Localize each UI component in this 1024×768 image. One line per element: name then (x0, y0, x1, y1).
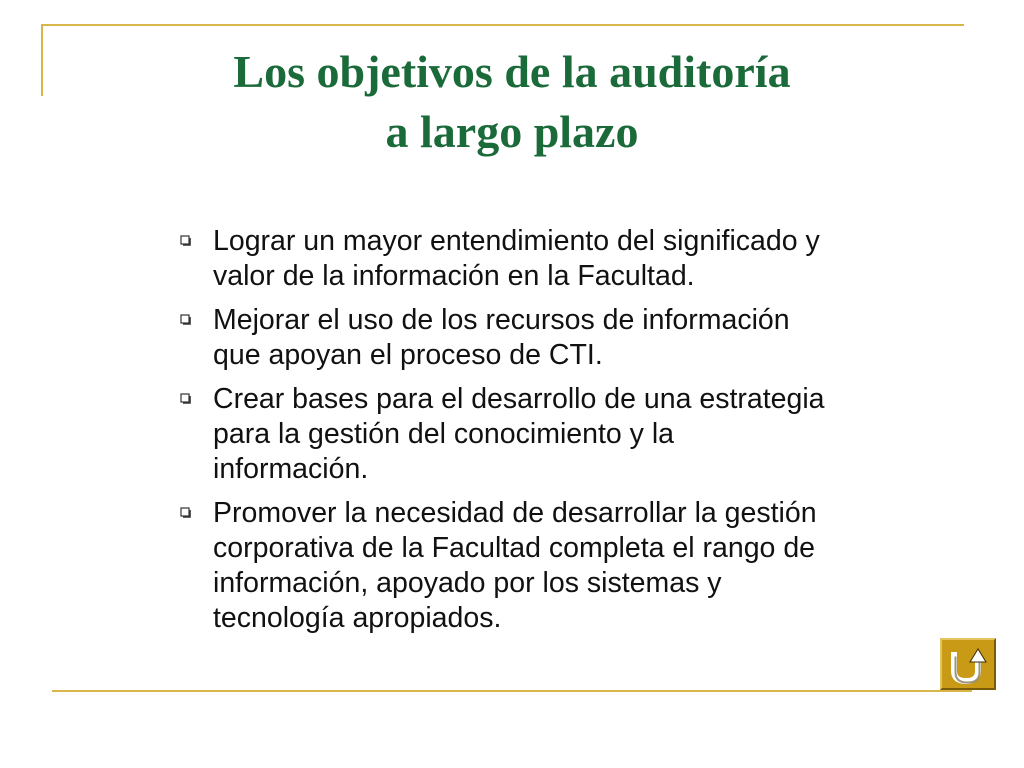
bullet-line: tecnología apropiados. (213, 602, 502, 634)
slide-title-line-1: Los objetivos de la auditoría (233, 46, 791, 97)
bullet-line: corporativa de la Facultad completa el rango de (213, 532, 816, 564)
bullet-line: para la gestión del conocimiento y la (213, 418, 675, 450)
slide-title (0, 42, 1024, 162)
bullet-line: Lograr un mayor entendimiento del significado y (213, 225, 820, 257)
hollow-square-bullet-icon (180, 507, 192, 519)
return-button[interactable] (940, 638, 996, 690)
bullet-line: Promover la necesidad de desarrollar la gestión (213, 497, 817, 529)
return-u-arrow-icon (946, 643, 990, 687)
bullet-line: que apoyan el proceso de CTI. (213, 339, 603, 371)
bullet-item (178, 224, 968, 294)
bullet-line: valor de la información en la Facultad. (213, 260, 695, 292)
slide-title-line-2: a largo plazo (385, 106, 639, 157)
frame-bottom-line (52, 690, 972, 692)
frame-top-line (41, 24, 964, 26)
hollow-square-bullet-icon (180, 393, 192, 405)
bullet-item (178, 382, 968, 487)
bullet-item (178, 303, 968, 373)
hollow-square-bullet-icon (180, 314, 192, 326)
bullet-line: información. (213, 453, 369, 485)
bullet-item (178, 496, 968, 636)
bullet-line: Crear bases para el desarrollo de una estrategia (213, 383, 825, 415)
bullet-line: Mejorar el uso de los recursos de información (213, 304, 790, 336)
hollow-square-bullet-icon (180, 235, 192, 247)
bullet-list (178, 224, 968, 645)
bullet-line: información, apoyado por los sistemas y (213, 567, 722, 599)
